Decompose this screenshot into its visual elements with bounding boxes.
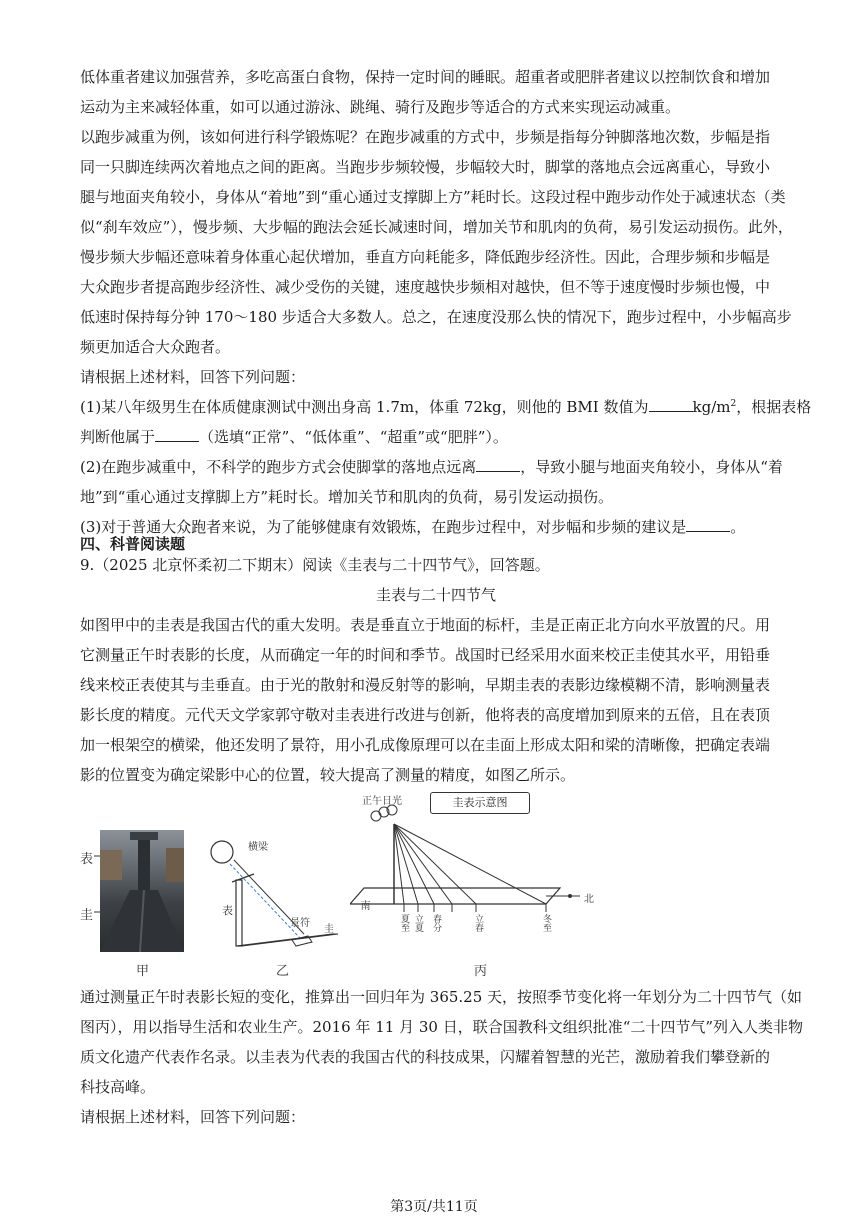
- text-line: 同一只脚连续两次着地点之间的距离。当跑步步频较慢，步幅较大时，脚掌的落地点会远离重心，导致小: [80, 158, 771, 176]
- photo-pointer-lines: [80, 790, 100, 970]
- text-line: 低速时保持每分钟 170～180 步适合大多数人。总之，在速度没那么快的情况下，跑步过程中，小步幅高步: [80, 308, 792, 326]
- diagram-yi: [208, 838, 348, 958]
- question-2: [80, 452, 792, 512]
- text-line: 低体重者建议加强营养，多吃高蛋白食物，保持一定时间的睡眠。超重者或肥胖者建议以控制饮食和增加: [80, 68, 771, 86]
- text-line: 它测量正午时表影的长度，从而确定一年的时间和季节。战国时已经采用水面来校正圭使其水平，用铅垂: [80, 646, 771, 664]
- answer-blank[interactable]: [649, 397, 693, 412]
- q1-text-b: ，根据表格: [736, 398, 812, 416]
- q1-text: (1)某八年级男生在体质健康测试中测出身高 1.7m，体重 72kg，则他的 BMI 数值为: [80, 398, 649, 416]
- label-biao: 表: [222, 904, 233, 917]
- text-line: 质文化遗产代表作名录。以圭表为代表的我国古代的科技成果，闪耀着智慧的光芒，激励着我们攀登新的: [80, 1048, 771, 1066]
- q2-text-c: 地”到“重心通过支撑脚上方”耗时长。增加关节和肌肉的负荷，易引发运动损伤。: [80, 488, 614, 506]
- page-footer: 第3页/共11页: [390, 1199, 478, 1215]
- term-label: 冬至: [541, 914, 551, 932]
- text-line: 似“刹车效应”），慢步频、大步幅的跑法会延长减速时间，增加关节和肌肉的负荷，易引发运动损伤。此外，: [80, 218, 793, 236]
- text-line: 频更加适合大众跑者。: [80, 338, 231, 356]
- text-line: 图丙），用以指导生活和农业生产。2016 年 11 月 30 日，联合国教科文组织批准“二十四节气”列入人类非物: [80, 1018, 804, 1036]
- text-line: 慢步频大步幅还意味着身体重心起伏增加，垂直方向耗能多，降低跑步经济性。因此，合理步频和步幅是: [80, 248, 771, 266]
- article-paragraph-1: [80, 610, 792, 790]
- prompt-questions: 请根据上述材料，回答下列问题：: [80, 368, 306, 386]
- label-noon-sun: 正午日光: [362, 796, 402, 807]
- term-label: 立春: [473, 914, 483, 932]
- label-north: 北: [584, 894, 594, 905]
- term-label: 立夏: [413, 914, 423, 932]
- text-line: 线来校正表使其与圭垂直。由于光的散射和漫反射等的影响，早期圭表的表影边缘模糊不清，影响测量表: [80, 676, 771, 694]
- q3-text: (3)对于普通大众跑者来说，为了能够健康有效锻炼，在跑步过程中，对步幅和步频的建议是: [80, 518, 687, 536]
- caption-bing: 丙: [474, 964, 488, 979]
- guibiao-photo-detail: [100, 830, 184, 952]
- q2-text-b: ，导致小腿与地面夹角较小，身体从“着: [520, 458, 783, 476]
- text-line: 以跑步减重为例，该如何进行科学锻炼呢？在跑步减重的方式中，步频是指每分钟脚落地次数，步幅是指: [80, 128, 771, 146]
- question-9-intro: 9.（2025 北京怀柔初二下期末）阅读《圭表与二十四节气》，回答题。: [80, 556, 550, 574]
- text-line: 运动为主来减轻体重，如可以通过游泳、跳绳、骑行及跑步等适合的方式来实现运动减重。: [80, 98, 681, 116]
- diagram-title: 圭表示意图: [452, 796, 508, 809]
- text-line: 如图甲中的圭表是我国古代的重大发明。表是垂直立于地面的标杆，圭是正南正北方向水平放置的尺。用: [80, 616, 771, 634]
- answer-blank[interactable]: [155, 427, 199, 442]
- q3-text-b: 。: [730, 518, 746, 536]
- text-line: 影的位置变为确定梁影中心的位置，较大提高了测量的精度，如图乙所示。: [80, 766, 576, 784]
- diagram-bing: [350, 804, 600, 964]
- article-paragraph-2: [80, 982, 804, 1102]
- text-line: 科技高峰。: [80, 1078, 156, 1096]
- q1-text-c: 判断他属于: [80, 428, 156, 446]
- section-heading: 四、科普阅读题: [80, 535, 186, 553]
- q1-unit: kg/m: [692, 398, 731, 416]
- label-gui: 圭: [324, 924, 334, 935]
- label-biao-photo: 表: [80, 852, 94, 867]
- label-south: 南: [358, 900, 369, 910]
- caption-yi: 乙: [276, 964, 290, 979]
- term-label: 春分: [431, 914, 441, 932]
- prompt-questions-2: 请根据上述材料，回答下列问题：: [80, 1108, 306, 1126]
- term-label: 夏至: [399, 914, 409, 932]
- figure-group: [80, 790, 600, 980]
- answer-blank[interactable]: [476, 457, 520, 472]
- q2-text: (2)在跑步减重中，不科学的跑步方式会使脚掌的落地点远离: [80, 458, 477, 476]
- q1-unit-exponent: 2: [730, 399, 737, 409]
- paragraph-running: [80, 122, 792, 362]
- text-line: 腿与地面夹角较小，身体从“着地”到“重心通过支撑脚上方”耗时长。这段过程中跑步动作处于减速状态（类: [80, 188, 786, 206]
- question-1: [80, 392, 812, 452]
- text-line: 大众跑步者提高跑步经济性、减少受伤的关键，速度越快步频相对越快，但不等于速度慢时步频也慢，中: [80, 278, 771, 296]
- text-line: 影长度的精度。元代天文学家郭守敬对圭表进行改进与创新，他将表的高度增加到原来的五倍，且在表顶: [80, 706, 771, 724]
- caption-jia: 甲: [136, 964, 150, 979]
- label-gui-photo: 圭: [80, 908, 94, 923]
- article-title: 圭表与二十四节气: [375, 586, 496, 604]
- label-jingfu: 景符: [290, 918, 310, 929]
- text-line: 通过测量正午时表影长短的变化，推算出一回归年为 365.25 天，按照季节变化将一年划分为二十四节气（如: [80, 988, 803, 1006]
- paragraph-weight-advice: [80, 62, 792, 122]
- text-line: 加一根架空的横梁，他还发明了景符，用小孔成像原理可以在圭面上形成太阳和梁的清晰像，把确定表端: [80, 736, 771, 754]
- label-hengliang: 横梁: [248, 842, 268, 853]
- q1-text-d: （选填“正常”、“低体重”、“超重”或“肥胖”）。: [199, 428, 508, 446]
- answer-blank[interactable]: [686, 517, 730, 532]
